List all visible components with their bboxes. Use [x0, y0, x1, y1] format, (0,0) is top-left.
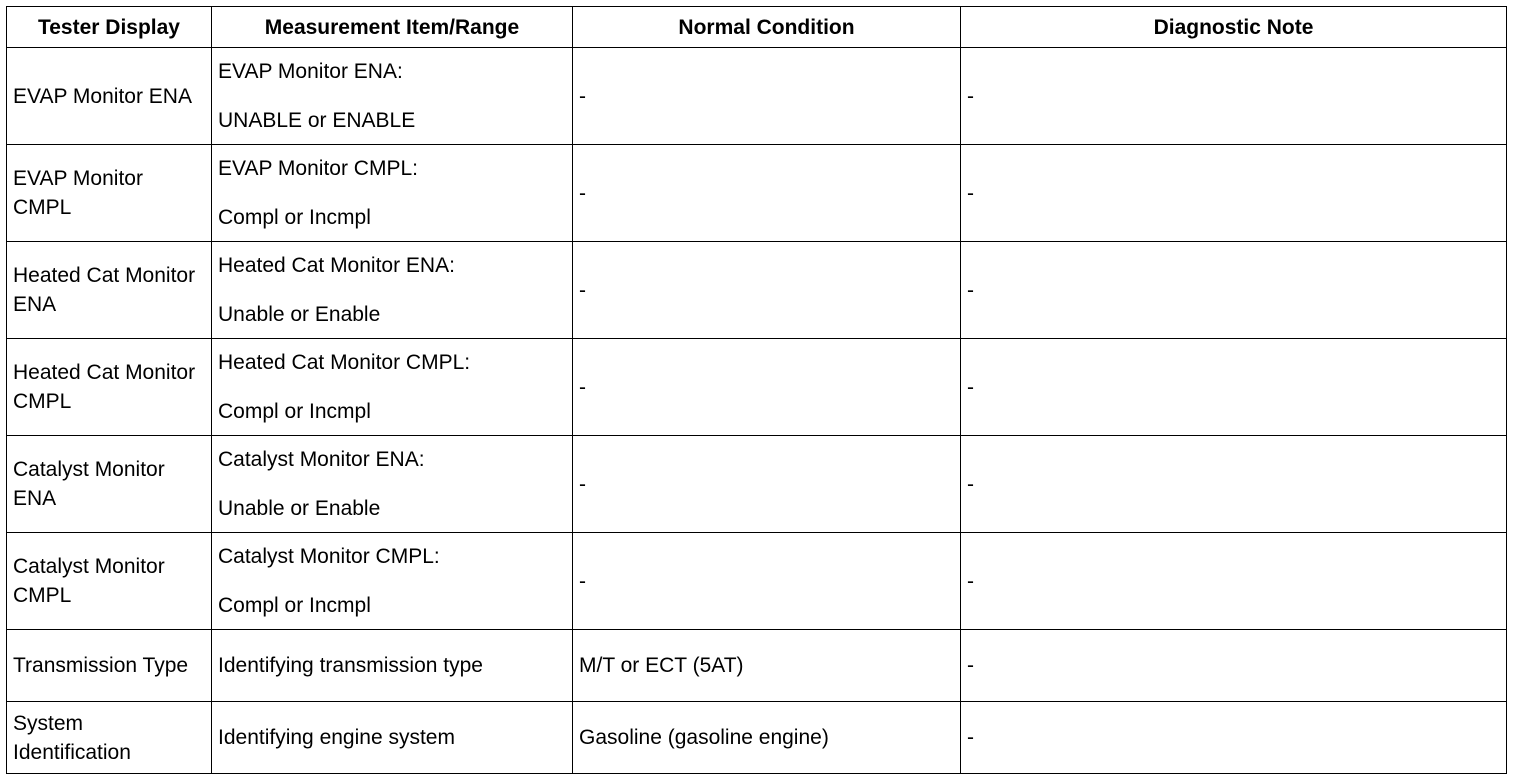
- measurement-range: Compl or Incmpl: [218, 400, 371, 423]
- data-list-table: [6, 6, 1507, 774]
- diagnostic-note-cell: -: [961, 48, 1507, 145]
- measurement-item: Catalyst Monitor ENA:: [218, 448, 425, 471]
- measurement-range: Compl or Incmpl: [218, 594, 371, 617]
- measurement-cell: Identifying transmission type: [212, 630, 573, 702]
- header-diagnostic-note: Diagnostic Note: [961, 7, 1507, 48]
- measurement-item: EVAP Monitor ENA:: [218, 60, 403, 83]
- tester-display-cell: Heated Cat Monitor CMPL: [7, 339, 212, 436]
- table-row: [7, 702, 1507, 774]
- tester-display-cell: Heated Cat Monitor ENA: [7, 242, 212, 339]
- table-row: [7, 242, 1507, 339]
- tester-display-cell: Catalyst Monitor CMPL: [7, 533, 212, 630]
- table-row: [7, 339, 1507, 436]
- diagnostic-note-cell: -: [961, 630, 1507, 702]
- measurement-cell: [212, 533, 573, 630]
- diagnostic-note-cell: -: [961, 242, 1507, 339]
- table-row: [7, 533, 1507, 630]
- normal-condition-cell: Gasoline (gasoline engine): [573, 702, 961, 774]
- normal-condition-cell: -: [573, 145, 961, 242]
- measurement-cell: [212, 145, 573, 242]
- normal-condition-cell: -: [573, 339, 961, 436]
- table-row: [7, 145, 1507, 242]
- tester-display-cell: Catalyst Monitor ENA: [7, 436, 212, 533]
- diagnostic-note-cell: -: [961, 339, 1507, 436]
- normal-condition-cell: -: [573, 533, 961, 630]
- measurement-item: EVAP Monitor CMPL:: [218, 157, 418, 180]
- table-row: [7, 48, 1507, 145]
- tester-display-cell: EVAP Monitor ENA: [7, 48, 212, 145]
- measurement-range: Unable or Enable: [218, 497, 381, 520]
- header-tester-display: Tester Display: [7, 7, 212, 48]
- measurement-cell: [212, 436, 573, 533]
- normal-condition-cell: -: [573, 436, 961, 533]
- header-normal-condition: Normal Condition: [573, 7, 961, 48]
- table-header-row: [7, 7, 1507, 48]
- diagnostic-note-cell: -: [961, 145, 1507, 242]
- diagnostic-note-cell: -: [961, 436, 1507, 533]
- header-measurement-item: Measurement Item/Range: [212, 7, 573, 48]
- diagnostic-note-cell: -: [961, 702, 1507, 774]
- measurement-item: Catalyst Monitor CMPL:: [218, 545, 440, 568]
- measurement-item: Heated Cat Monitor CMPL:: [218, 351, 471, 374]
- measurement-range: Compl or Incmpl: [218, 206, 371, 229]
- tester-display-cell: EVAP Monitor CMPL: [7, 145, 212, 242]
- measurement-cell: [212, 48, 573, 145]
- tester-display-cell: Transmission Type: [7, 630, 212, 702]
- normal-condition-cell: M/T or ECT (5AT): [573, 630, 961, 702]
- measurement-cell: [212, 339, 573, 436]
- normal-condition-cell: -: [573, 48, 961, 145]
- measurement-cell: [212, 242, 573, 339]
- measurement-cell: Identifying engine system: [212, 702, 573, 774]
- table-row: [7, 436, 1507, 533]
- measurement-item: Heated Cat Monitor ENA:: [218, 254, 455, 277]
- diagnostic-note-cell: -: [961, 533, 1507, 630]
- measurement-range: UNABLE or ENABLE: [218, 109, 416, 132]
- tester-display-cell: System Identification: [7, 702, 212, 774]
- normal-condition-cell: -: [573, 242, 961, 339]
- measurement-range: Unable or Enable: [218, 303, 381, 326]
- table-row: [7, 630, 1507, 702]
